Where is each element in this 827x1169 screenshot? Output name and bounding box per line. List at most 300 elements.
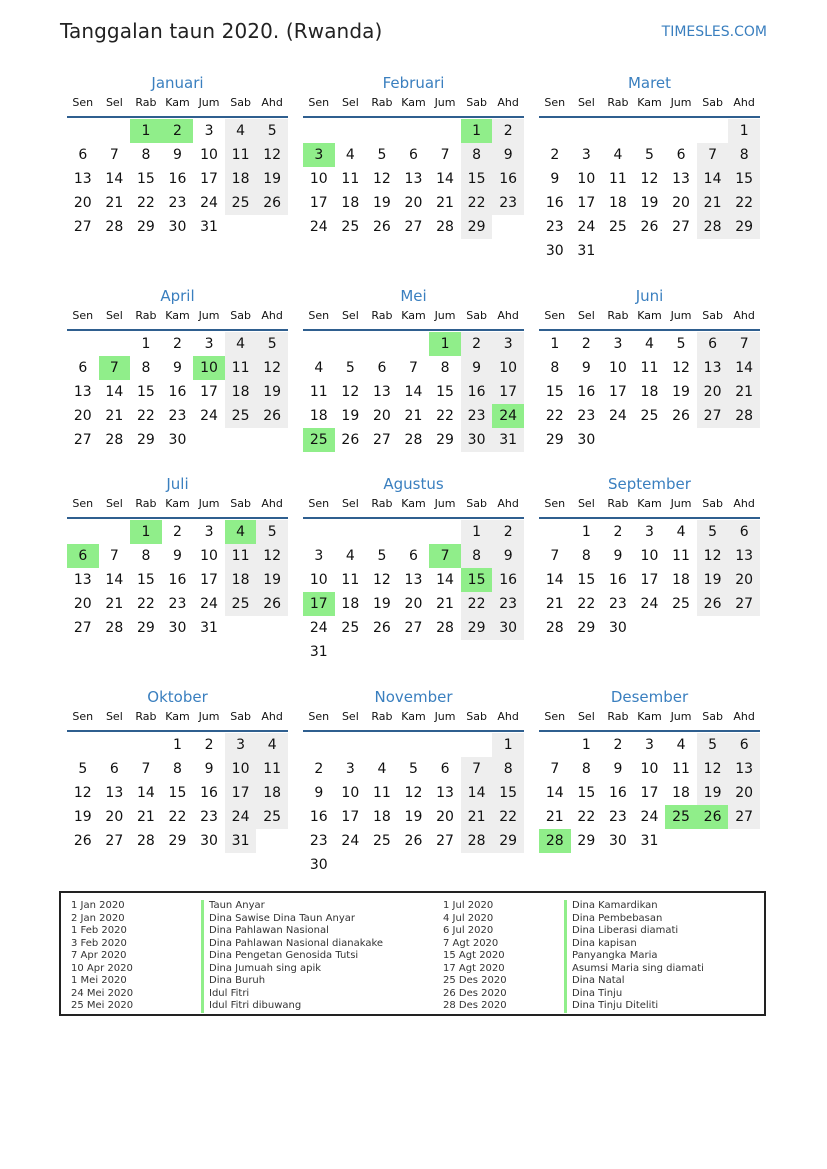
day-cell: 18	[341, 596, 360, 612]
day-cell: 16	[168, 384, 187, 400]
holiday-date: 3 Feb 2020	[71, 937, 127, 949]
weekday-label: Rab	[607, 96, 629, 109]
day-cell: 13	[73, 171, 92, 187]
day-cell: 26	[404, 833, 423, 849]
day-cell: 25	[640, 408, 659, 424]
day-cell: 2	[581, 336, 591, 352]
day-cell: 25	[341, 620, 360, 636]
day-cell: 15	[461, 568, 493, 592]
day-cell: 21	[545, 596, 564, 612]
weekday-label: Sab	[466, 497, 487, 510]
day-cell: 5	[377, 548, 387, 564]
day-cell: 12	[341, 384, 360, 400]
weekday-label: Sab	[230, 96, 251, 109]
day-cell: 29	[461, 616, 493, 640]
day-cell: 4	[225, 119, 257, 143]
day-cell: 5	[645, 147, 654, 163]
day-cell: 26	[372, 219, 391, 235]
weekday-label: Rab	[135, 309, 157, 322]
day-cell: 11	[341, 572, 360, 588]
day-grid	[303, 520, 524, 664]
weekday-label: Sen	[72, 497, 94, 510]
day-cell: 5	[409, 761, 418, 777]
month-september	[539, 473, 760, 640]
day-cell: 28	[461, 829, 493, 853]
day-cell: 26	[256, 404, 288, 428]
day-cell: 14	[436, 171, 454, 187]
weekday-label: Sab	[702, 96, 723, 109]
weekday-header	[539, 495, 760, 519]
day-cell: 3	[204, 336, 214, 352]
holiday-name: Dina Jumuah sing apik	[201, 963, 383, 976]
day-cell: 22	[436, 408, 454, 424]
day-cell: 18	[672, 572, 690, 588]
month-title: Januari	[151, 74, 204, 92]
day-cell: 17	[200, 572, 218, 588]
day-cell: 26	[341, 432, 360, 448]
day-cell: 21	[545, 809, 564, 825]
day-cell: 1	[173, 737, 182, 753]
month-juli	[67, 473, 288, 640]
weekday-label: Sab	[466, 96, 487, 109]
day-cell: 20	[404, 596, 423, 612]
day-cell: 23	[200, 809, 218, 825]
day-cell: 14	[728, 356, 760, 380]
day-cell: 19	[256, 380, 288, 404]
day-cell: 30	[168, 620, 187, 636]
weekday-label: Rab	[607, 497, 629, 510]
day-cell: 29	[728, 215, 760, 239]
holiday-date: 1 Feb 2020	[71, 925, 127, 936]
day-cell: 27	[728, 592, 760, 616]
weekday-label: Sel	[341, 96, 359, 109]
day-cell: 28	[105, 432, 124, 448]
day-cell: 26	[640, 219, 659, 235]
day-cell: 13	[672, 171, 690, 187]
day-cell: 20	[372, 408, 391, 424]
weekday-label: Rab	[371, 96, 393, 109]
holiday-date: 1 Mei 2020	[71, 975, 127, 986]
day-cell: 20	[73, 195, 92, 211]
day-cell: 28	[436, 219, 454, 235]
day-cell: 7	[109, 548, 119, 564]
weekday-header	[303, 94, 524, 118]
weekday-header	[67, 94, 288, 118]
day-cell: 1	[130, 520, 162, 544]
day-cell: 4	[225, 520, 257, 544]
day-cell: 6	[78, 147, 88, 163]
day-cell: 30	[608, 833, 627, 849]
day-cell: 7	[550, 761, 560, 777]
day-cell: 9	[581, 360, 591, 376]
day-cell: 29	[577, 833, 596, 849]
day-cell: 16	[461, 380, 493, 404]
day-cell: 12	[697, 757, 729, 781]
weekday-header	[303, 495, 524, 519]
day-cell: 23	[168, 195, 187, 211]
weekday-header	[539, 307, 760, 331]
day-cell: 18	[225, 380, 257, 404]
day-cell: 1	[728, 119, 760, 143]
day-cell: 18	[225, 568, 257, 592]
holiday-name: Dina kapisan	[564, 938, 704, 951]
day-cell: 21	[105, 195, 124, 211]
day-cell: 10	[309, 572, 328, 588]
empty-cell	[303, 733, 335, 757]
weekday-label: Jum	[670, 710, 692, 723]
day-cell: 1	[130, 119, 162, 143]
day-cell: 10	[309, 171, 328, 187]
weekday-label: Kam	[401, 96, 426, 109]
weekday-label: Sel	[105, 497, 123, 510]
day-cell: 18	[608, 195, 627, 211]
day-cell: 9	[173, 548, 182, 564]
month-oktober	[67, 686, 288, 853]
day-cell: 10	[200, 147, 218, 163]
day-cell: 13	[73, 384, 92, 400]
day-cell: 19	[697, 568, 729, 592]
day-cell: 21	[136, 809, 155, 825]
holiday-legend	[59, 891, 766, 1016]
day-cell: 20	[672, 195, 690, 211]
empty-cell	[99, 733, 131, 757]
holiday-name: Dina Kamardikan	[564, 900, 704, 913]
weekday-label: Kam	[637, 710, 662, 723]
weekday-label: Sel	[577, 96, 595, 109]
weekday-label: Sab	[466, 710, 487, 723]
day-cell: 13	[728, 544, 760, 568]
holiday-date: 6 Jul 2020	[443, 925, 494, 936]
holiday-date: 28 Des 2020	[443, 1000, 507, 1011]
day-cell: 31	[640, 833, 659, 849]
day-cell: 19	[697, 781, 729, 805]
day-cell: 12	[404, 785, 423, 801]
day-cell: 26	[697, 592, 729, 616]
holiday-name: Panyangka Maria	[564, 950, 704, 963]
holiday-name: Dina Natal	[564, 975, 704, 988]
weekday-label: Sab	[230, 710, 251, 723]
weekday-label: Rab	[371, 710, 393, 723]
holiday-date: 2 Jan 2020	[71, 912, 125, 924]
day-cell: 7	[99, 356, 131, 380]
day-cell: 21	[105, 596, 124, 612]
day-cell: 7	[141, 761, 151, 777]
day-cell: 31	[492, 428, 524, 452]
weekday-label: Kam	[165, 309, 190, 322]
day-cell: 25	[665, 805, 697, 829]
day-cell: 8	[461, 143, 493, 167]
weekday-label: Jum	[198, 309, 220, 322]
day-cell: 20	[436, 809, 454, 825]
page-title: Tanggalan taun 2020. (Rwanda)	[60, 19, 383, 43]
day-cell: 8	[492, 757, 524, 781]
day-cell: 17	[640, 572, 659, 588]
weekday-label: Rab	[607, 710, 629, 723]
day-cell: 25	[256, 805, 288, 829]
empty-cell	[67, 733, 99, 757]
day-cell: 2	[162, 119, 194, 143]
day-cell: 10	[492, 356, 524, 380]
day-cell: 10	[640, 548, 659, 564]
weekday-label: Jum	[434, 309, 456, 322]
weekday-label: Sab	[466, 309, 487, 322]
day-cell: 19	[672, 384, 690, 400]
day-cell: 24	[225, 805, 257, 829]
day-cell: 30	[168, 219, 187, 235]
day-cell: 13	[697, 356, 729, 380]
month-november	[303, 686, 524, 877]
day-cell: 24	[640, 809, 659, 825]
day-cell: 9	[613, 761, 623, 777]
day-cell: 6	[109, 761, 119, 777]
day-cell: 27	[372, 432, 391, 448]
empty-cell	[99, 520, 131, 544]
holiday-name: Idul Fitri	[201, 988, 383, 1001]
day-cell: 1	[461, 119, 493, 143]
month-title: Juli	[166, 475, 189, 493]
day-cell: 5	[377, 147, 387, 163]
weekday-label: Kam	[637, 309, 662, 322]
day-cell: 14	[436, 572, 454, 588]
weekday-label: Ahd	[733, 710, 755, 723]
day-cell: 19	[341, 408, 360, 424]
day-cell: 14	[404, 384, 423, 400]
day-cell: 28	[545, 620, 564, 636]
day-cell: 9	[492, 143, 524, 167]
day-cell: 15	[461, 167, 493, 191]
day-cell: 20	[728, 568, 760, 592]
holiday-name: Asumsi Maria sing diamati	[564, 963, 704, 976]
day-cell: 4	[377, 761, 387, 777]
day-cell: 27	[73, 432, 92, 448]
day-cell: 19	[256, 167, 288, 191]
day-cell: 29	[136, 432, 155, 448]
day-cell: 22	[136, 408, 155, 424]
month-april	[67, 285, 288, 452]
day-cell: 6	[67, 544, 99, 568]
empty-cell	[335, 520, 367, 544]
day-cell: 7	[429, 544, 461, 568]
day-cell: 10	[608, 360, 627, 376]
day-cell: 17	[341, 809, 360, 825]
empty-cell	[398, 119, 430, 143]
day-cell: 21	[404, 408, 423, 424]
day-cell: 18	[341, 195, 360, 211]
day-cell: 16	[545, 195, 564, 211]
day-cell: 8	[728, 143, 760, 167]
day-cell: 8	[141, 360, 151, 376]
day-cell: 30	[492, 616, 524, 640]
empty-cell	[461, 733, 493, 757]
day-cell: 26	[256, 191, 288, 215]
day-cell: 17	[303, 592, 335, 616]
day-cell: 20	[105, 809, 124, 825]
month-title: November	[374, 688, 453, 706]
day-cell: 23	[461, 404, 493, 428]
holiday-name: Dina Pengetan Genosida Tutsi	[201, 950, 383, 963]
day-cell: 10	[200, 548, 218, 564]
day-grid	[303, 119, 524, 239]
day-cell: 5	[697, 520, 729, 544]
weekday-label: Sab	[230, 309, 251, 322]
day-cell: 17	[309, 195, 328, 211]
day-cell: 15	[168, 785, 187, 801]
month-title: Agustus	[383, 475, 444, 493]
day-cell: 24	[492, 404, 524, 428]
day-cell: 11	[640, 360, 659, 376]
day-cell: 31	[309, 644, 328, 660]
day-cell: 11	[372, 785, 391, 801]
day-cell: 12	[73, 785, 92, 801]
day-cell: 18	[372, 809, 391, 825]
day-cell: 28	[105, 620, 124, 636]
weekday-label: Ahd	[733, 497, 755, 510]
weekday-label: Kam	[637, 497, 662, 510]
month-desember	[539, 686, 760, 853]
day-cell: 29	[136, 620, 155, 636]
day-cell: 29	[461, 215, 493, 239]
day-cell: 26	[672, 408, 690, 424]
empty-cell	[366, 733, 398, 757]
weekday-label: Sel	[577, 309, 595, 322]
site-link[interactable]: TIMESLES.COM	[661, 24, 767, 40]
day-cell: 23	[492, 191, 524, 215]
day-cell: 8	[461, 544, 493, 568]
day-cell: 19	[73, 809, 92, 825]
day-cell: 8	[141, 548, 151, 564]
empty-cell	[429, 520, 461, 544]
day-cell: 16	[608, 785, 627, 801]
day-cell: 7	[409, 360, 418, 376]
day-cell: 4	[645, 336, 654, 352]
weekday-label: Sel	[577, 497, 595, 510]
day-cell: 22	[461, 592, 493, 616]
empty-cell	[303, 520, 335, 544]
day-cell: 15	[436, 384, 454, 400]
holiday-name: Dina Buruh	[201, 975, 383, 988]
day-cell: 20	[73, 408, 92, 424]
day-grid	[539, 332, 760, 452]
day-cell: 14	[697, 167, 729, 191]
day-cell: 22	[168, 809, 187, 825]
day-cell: 4	[225, 332, 257, 356]
day-cell: 22	[461, 191, 493, 215]
day-cell: 16	[200, 785, 218, 801]
day-cell: 23	[608, 809, 627, 825]
empty-cell	[602, 119, 634, 143]
day-cell: 20	[73, 596, 92, 612]
day-cell: 22	[577, 596, 596, 612]
day-cell: 10	[640, 761, 659, 777]
day-cell: 18	[640, 384, 659, 400]
day-cell: 21	[436, 195, 454, 211]
day-cell: 16	[577, 384, 596, 400]
day-cell: 17	[640, 785, 659, 801]
empty-cell	[366, 332, 398, 356]
holiday-date: 26 Des 2020	[443, 987, 507, 999]
day-cell: 24	[640, 596, 659, 612]
day-cell: 3	[613, 336, 623, 352]
day-cell: 17	[608, 384, 627, 400]
empty-cell	[539, 520, 571, 544]
day-cell: 8	[581, 761, 591, 777]
day-cell: 7	[550, 548, 560, 564]
weekday-label: Jum	[434, 96, 456, 109]
weekday-label: Ahd	[497, 497, 519, 510]
day-cell: 12	[256, 143, 288, 167]
day-cell: 24	[200, 195, 218, 211]
day-cell: 13	[728, 757, 760, 781]
day-cell: 6	[78, 360, 88, 376]
weekday-label: Sen	[72, 710, 94, 723]
holiday-date: 7 Apr 2020	[71, 950, 127, 961]
day-cell: 4	[256, 733, 288, 757]
weekday-label: Sel	[341, 497, 359, 510]
month-title: Mei	[400, 287, 427, 305]
day-cell: 30	[168, 432, 187, 448]
day-cell: 23	[492, 592, 524, 616]
weekday-label: Ahd	[733, 309, 755, 322]
day-cell: 25	[608, 219, 627, 235]
weekday-label: Jum	[198, 497, 220, 510]
day-grid	[67, 332, 288, 452]
day-cell: 6	[676, 147, 686, 163]
day-cell: 27	[404, 620, 423, 636]
day-cell: 27	[672, 219, 690, 235]
day-cell: 11	[256, 757, 288, 781]
day-cell: 24	[608, 408, 627, 424]
day-cell: 21	[697, 191, 729, 215]
day-cell: 2	[613, 737, 623, 753]
day-cell: 5	[256, 119, 288, 143]
month-title: April	[160, 287, 195, 305]
empty-cell	[398, 520, 430, 544]
weekday-label: Sab	[702, 497, 723, 510]
weekday-label: Jum	[434, 497, 456, 510]
day-cell: 21	[436, 596, 454, 612]
weekday-label: Jum	[198, 96, 220, 109]
day-cell: 17	[200, 384, 218, 400]
empty-cell	[303, 332, 335, 356]
weekday-label: Sen	[308, 96, 330, 109]
day-cell: 6	[409, 548, 418, 564]
day-cell: 12	[372, 572, 391, 588]
day-cell: 2	[492, 119, 524, 143]
empty-cell	[335, 733, 367, 757]
legend-right-names	[564, 900, 704, 1013]
day-cell: 25	[225, 592, 257, 616]
day-cell: 2	[204, 737, 214, 753]
day-grid	[539, 520, 760, 640]
day-cell: 17	[200, 171, 218, 187]
weekday-label: Sel	[105, 96, 123, 109]
day-grid	[303, 332, 524, 452]
holiday-date: 10 Apr 2020	[71, 962, 133, 974]
holiday-date: 25 Des 2020	[443, 975, 507, 986]
weekday-header	[539, 708, 760, 732]
day-cell: 25	[225, 404, 257, 428]
empty-cell	[366, 520, 398, 544]
weekday-label: Sen	[544, 710, 566, 723]
empty-cell	[697, 119, 729, 143]
holiday-name: Dina Sawise Dina Taun Anyar	[201, 913, 383, 926]
day-cell: 27	[436, 833, 454, 849]
holiday-date: 24 Mei 2020	[71, 987, 134, 999]
day-cell: 27	[105, 833, 124, 849]
day-cell: 30	[200, 833, 218, 849]
day-cell: 7	[440, 147, 450, 163]
day-cell: 22	[728, 191, 760, 215]
